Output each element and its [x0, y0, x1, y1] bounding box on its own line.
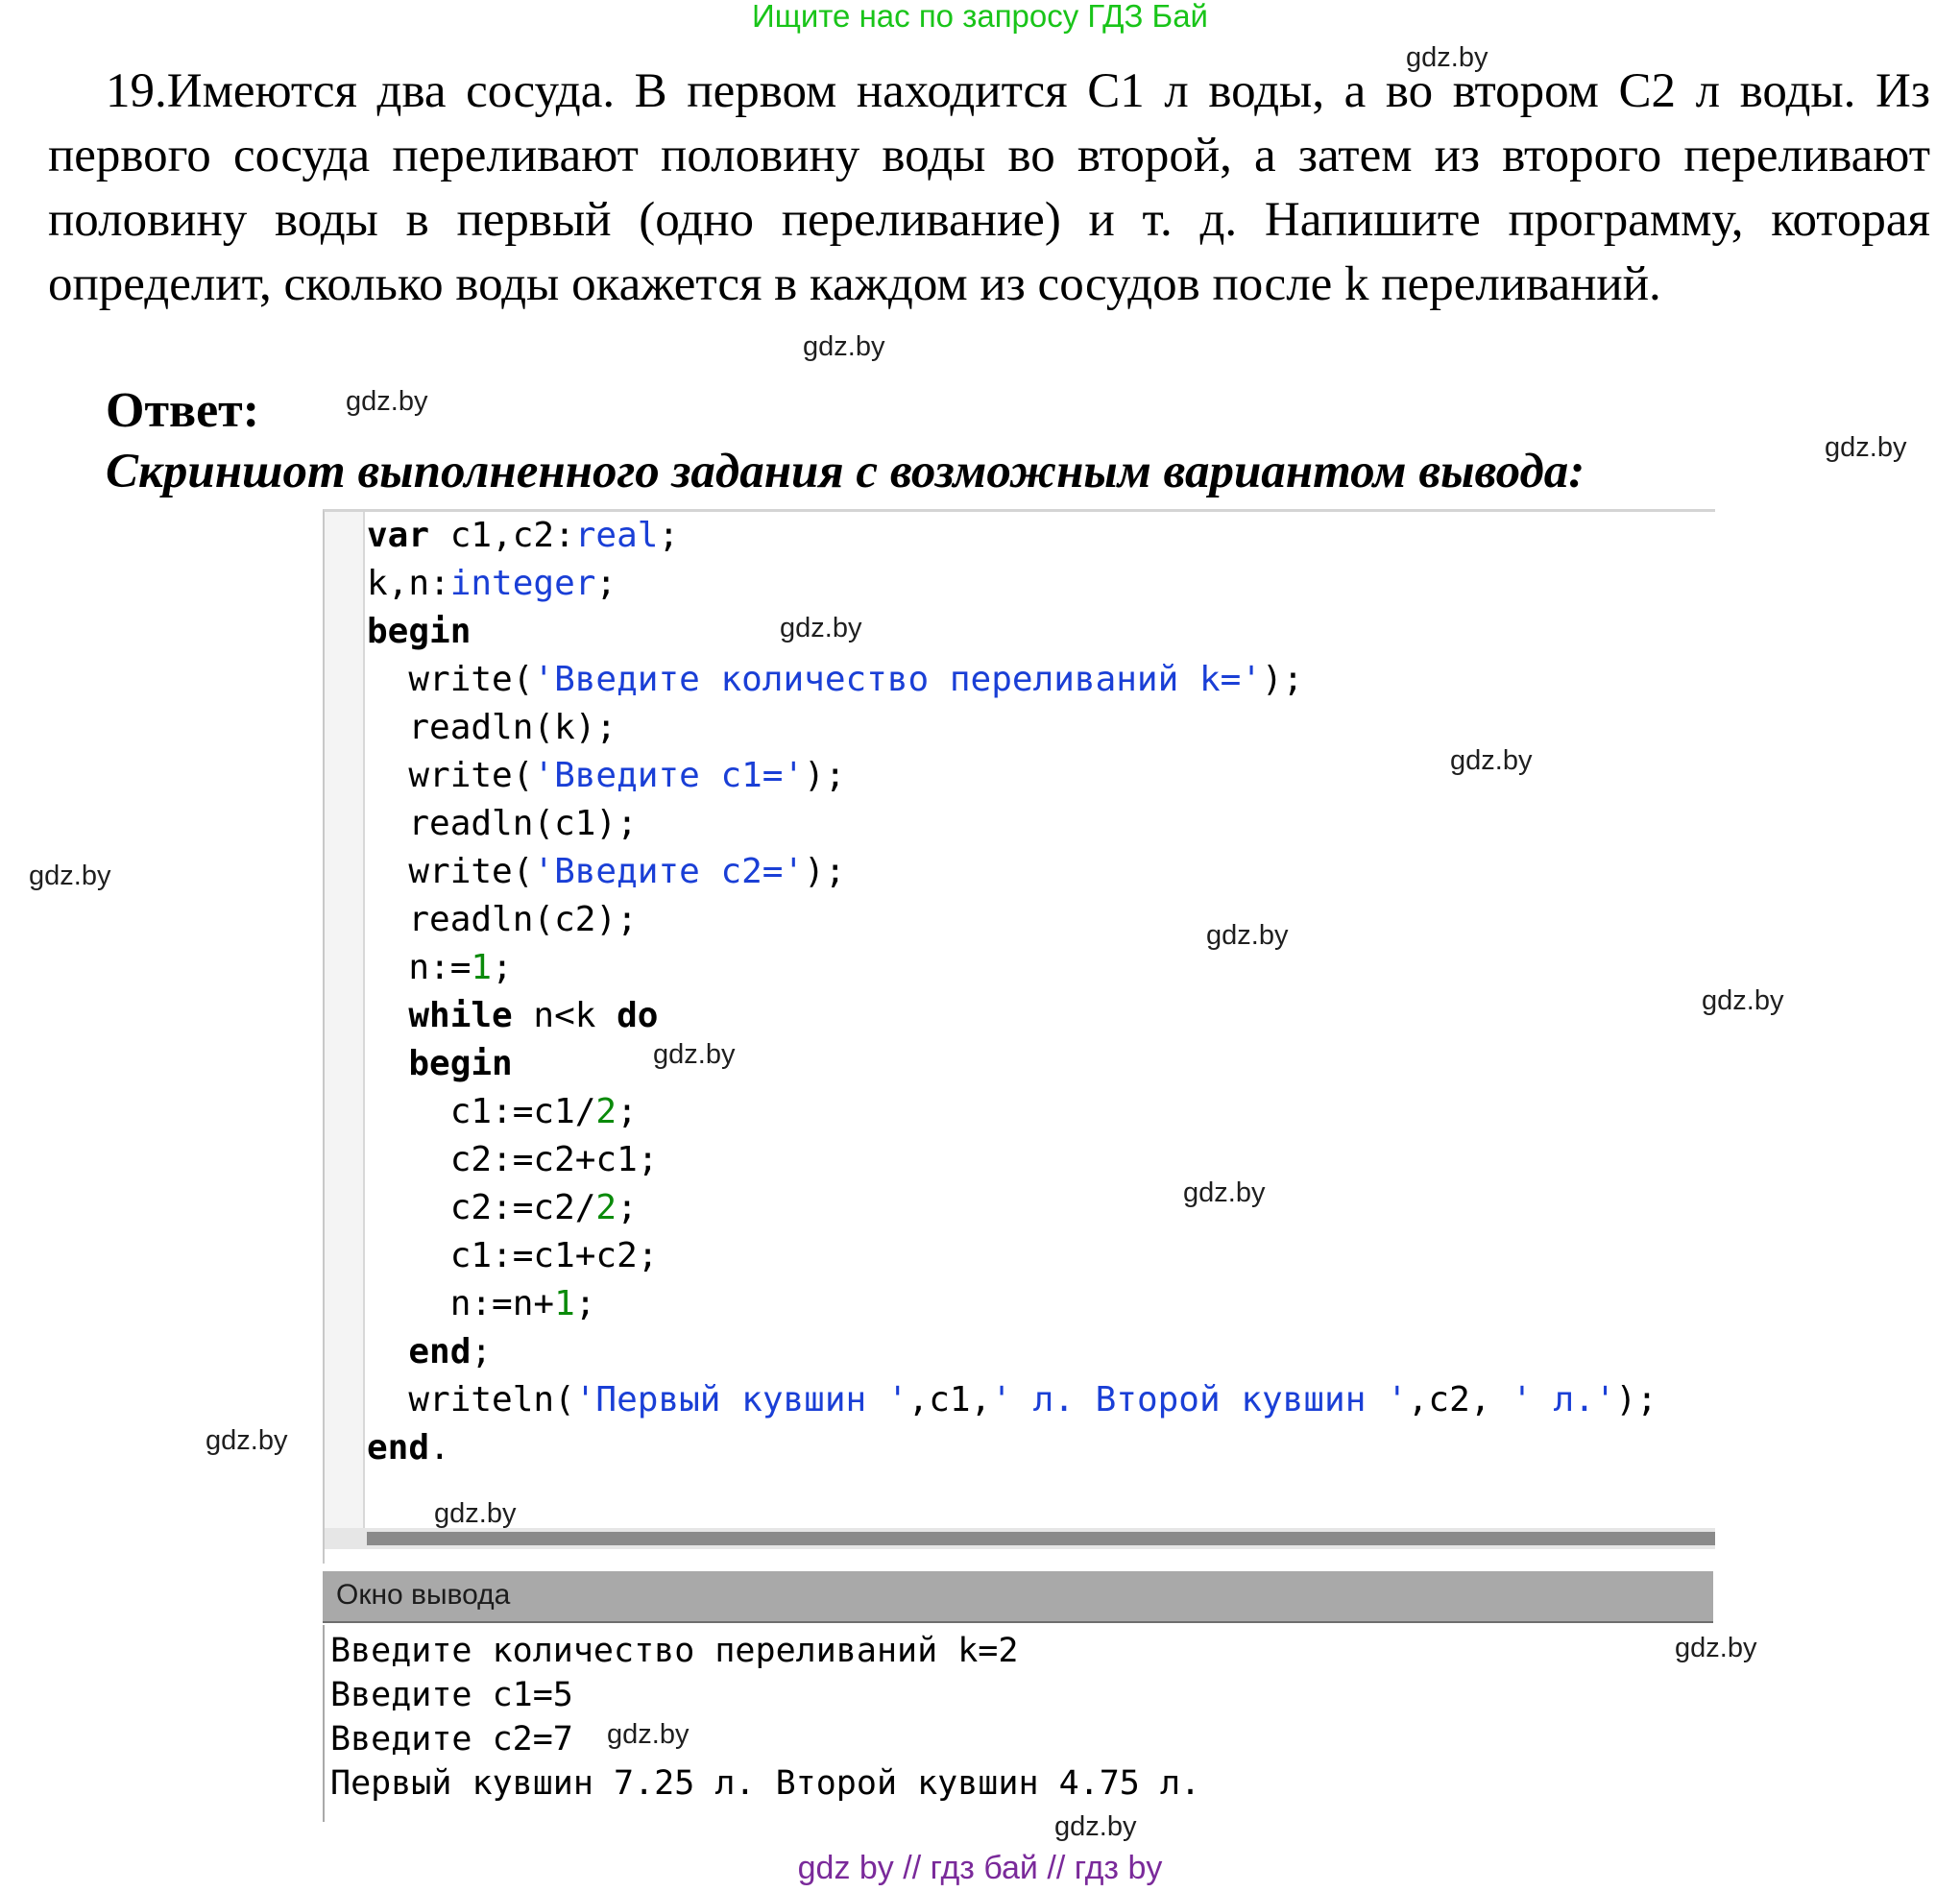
code-line[interactable]: writeln('Первый кувшин ',c1,' л. Второй кувшин ',c2, ' л.'); [367, 1380, 1658, 1419]
watermark: gdz.by [1825, 432, 1907, 463]
code-line[interactable]: readln(c1); [367, 804, 638, 843]
watermark: gdz.by [29, 861, 111, 891]
horizontal-scrollbar-thumb[interactable] [367, 1532, 1715, 1545]
code-line[interactable]: end; [408, 1332, 493, 1371]
output-window [323, 1625, 1715, 1822]
code-line[interactable]: n:=n+1; [367, 1284, 596, 1323]
output-line: Первый кувшин 7.25 л. Второй кувшин 4.75 л. [330, 1764, 1201, 1803]
watermark: gdz.by [434, 1498, 517, 1529]
watermark: gdz.by [653, 1039, 736, 1070]
watermark: gdz.by [1450, 745, 1533, 776]
code-line[interactable]: n:=1; [367, 948, 513, 987]
code-line[interactable]: c2:=c2/2; [367, 1188, 638, 1227]
watermark: gdz.by [206, 1425, 288, 1456]
code-line[interactable]: write('Введите c2='); [367, 852, 846, 891]
answer-label: Ответ: [106, 383, 260, 438]
code-line[interactable]: c2:=c2+c1; [367, 1140, 659, 1179]
code-line[interactable]: k,n:integer; [367, 564, 617, 603]
watermark: gdz.by [1054, 1811, 1137, 1842]
code-line[interactable]: begin [408, 1044, 513, 1083]
code-line[interactable]: c1:=c1/2; [367, 1092, 638, 1131]
output-text [330, 1629, 1200, 1806]
code-line[interactable]: end. [367, 1428, 450, 1468]
watermark: gdz.by [607, 1719, 690, 1750]
watermark: gdz.by [1206, 920, 1289, 951]
code-line[interactable]: readln(k); [367, 708, 617, 747]
output-line: Введите количество переливаний k=2 [330, 1632, 1019, 1670]
watermark: gdz.by [780, 613, 862, 643]
editor-gutter [325, 512, 365, 1528]
watermark: gdz.by [1183, 1177, 1266, 1208]
watermark: gdz.by [1675, 1633, 1757, 1663]
watermark: gdz.by [1406, 42, 1488, 73]
code-line[interactable]: begin [367, 612, 472, 651]
output-line: Введите c2=7 [330, 1720, 573, 1759]
code-line[interactable]: c1:=c1+c2; [367, 1236, 659, 1275]
screenshot-caption: Скриншот выполненного задания с возможным вариантом вывода: [106, 445, 1585, 498]
output-window-header [323, 1571, 1713, 1623]
watermark: gdz.by [803, 331, 885, 362]
watermark: gdz.by [1702, 985, 1784, 1016]
task-statement: 19.Имеются два сосуда. В первом находится С1 л воды, а во втором С2 л воды. Из первого сосуда переливают половину воды во второй, а затем из второго переливают половину воды в первый (одно переливание) и т. д. Напишите программу, которая определит, сколько воды окажется в каждом из сосудов после k переливаний. [48, 64, 1930, 311]
code-line[interactable]: while n<k do [408, 996, 659, 1035]
output-window-title: Окно вывода [336, 1579, 511, 1611]
search-hint-banner: Ищите нас по запросу ГДЗ Бай [752, 0, 1208, 34]
code-line[interactable]: readln(c2); [367, 900, 638, 939]
footer-links: gdz by // гдз бай // гдз by [797, 1850, 1163, 1886]
code-line[interactable]: write('Введите c1='); [367, 756, 846, 795]
code-line[interactable]: write('Введите количество переливаний k='); [367, 660, 1304, 699]
code-line[interactable]: var c1,c2:real; [367, 516, 680, 555]
code-area[interactable] [367, 512, 1658, 1472]
watermark: gdz.by [346, 386, 428, 417]
output-line: Введите c1=5 [330, 1676, 573, 1714]
code-editor[interactable] [323, 509, 1715, 1564]
